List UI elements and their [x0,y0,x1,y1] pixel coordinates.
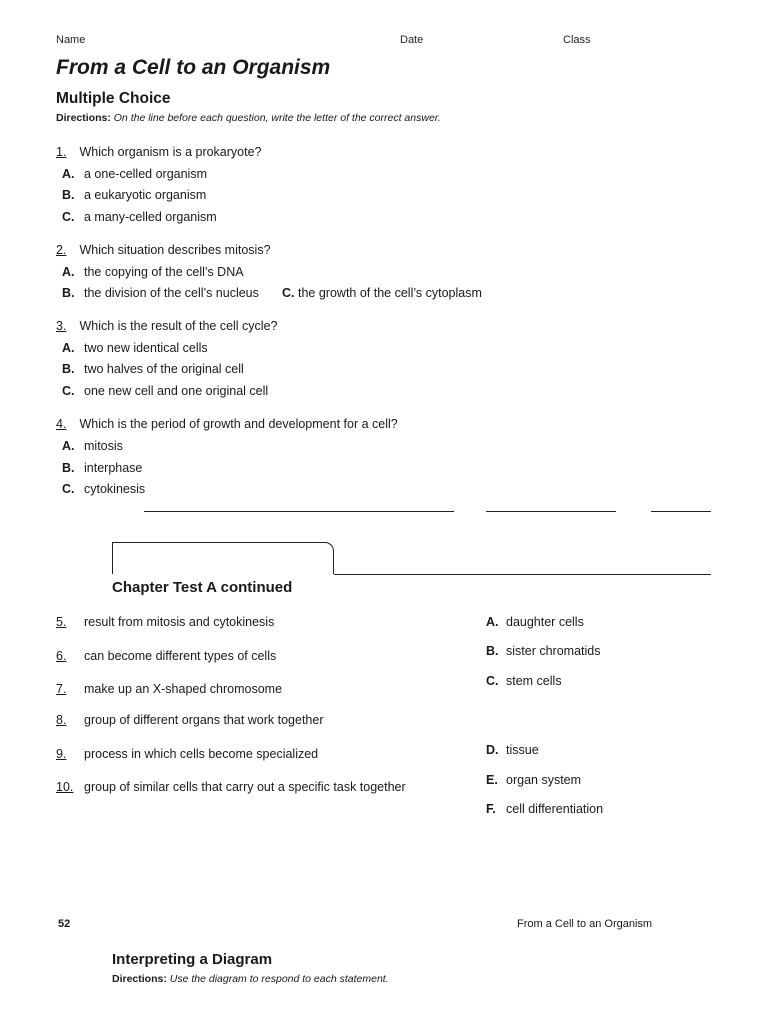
matching-item-5: 5. result from mitosis and cytokinesis [56,615,275,629]
matching-item-10: 10. group of similar cells that carry out a specific task together [56,780,406,794]
class-label: Class [563,34,591,46]
question-3 [56,319,277,333]
page-number: 52 [58,918,71,930]
answer-d: D. tissue [486,743,539,757]
option-1a: A. a one-celled organism [62,167,207,181]
matching-item-8: 8. group of different organs that work together [56,713,324,727]
option-4a: A. mitosis [62,439,123,453]
question-1 [56,145,262,159]
footer-title: From a Cell to an Organism [517,918,653,930]
section-heading-multiple-choice: Multiple Choice [56,90,171,107]
option-1c: C. a many-celled organism [62,210,217,224]
name-label: Name [56,34,86,46]
answer-c: C. stem cells [486,674,562,688]
date-label: Date [400,34,424,46]
continued-heading: Chapter Test A continued [112,579,293,596]
question-number: 2. [56,243,67,257]
question-text: Which is the result of the cell cycle? [79,319,278,333]
question-text: Which situation describes mitosis? [79,243,271,257]
answer-a: A. daughter cells [486,615,584,629]
page-title: From a Cell to an Organism [56,56,331,79]
option-1b: B. a eukaryotic organism [62,188,207,202]
question-number: 1. [56,145,67,159]
matching-item-7: 7. make up an X-shaped chromosome [56,682,283,696]
answer-f: F. cell differentiation [486,802,604,816]
blank-line-date [486,511,616,512]
question-text: Which is the period of growth and development for a cell? [79,417,398,431]
matching-item-9: 9. process in which cells become specialized [56,747,319,761]
option-3c: C. one new cell and one original cell [62,384,269,398]
header-rule [334,574,711,575]
question-text: Which organism is a prokaryote? [79,145,262,159]
blank-line-class [651,511,711,512]
question-4 [56,417,398,431]
question-2 [56,243,271,257]
option-2c: C. the growth of the cell’s cytoplasm [282,286,482,300]
directions-2 [112,973,389,985]
directions-label: Directions: [56,112,111,124]
option-3b: B. two halves of the original cell [62,362,244,376]
option-2a: A. the copying of the cell’s DNA [62,265,244,279]
option-2b: B. the division of the cell’s nucleus [62,286,259,300]
option-4c: C. cytokinesis [62,482,146,496]
answer-e: E. organ system [486,773,582,787]
section-heading-interpreting-diagram: Interpreting a Diagram [112,951,273,968]
directions-text: Use the diagram to respond to each statement. [169,973,389,985]
blank-line-name [144,511,454,512]
directions [56,112,441,124]
question-number: 4. [56,417,67,431]
question-number: 3. [56,319,67,333]
directions-text: On the line before each question, write the letter of the correct answer. [113,112,441,124]
option-3a: A. two new identical cells [62,341,208,355]
matching-item-6: 6. can become different types of cells [56,649,277,663]
header-tab-box [112,542,334,574]
answer-b: B. sister chromatids [486,644,601,658]
directions-label: Directions: [112,973,167,985]
option-4b: B. interphase [62,461,143,475]
